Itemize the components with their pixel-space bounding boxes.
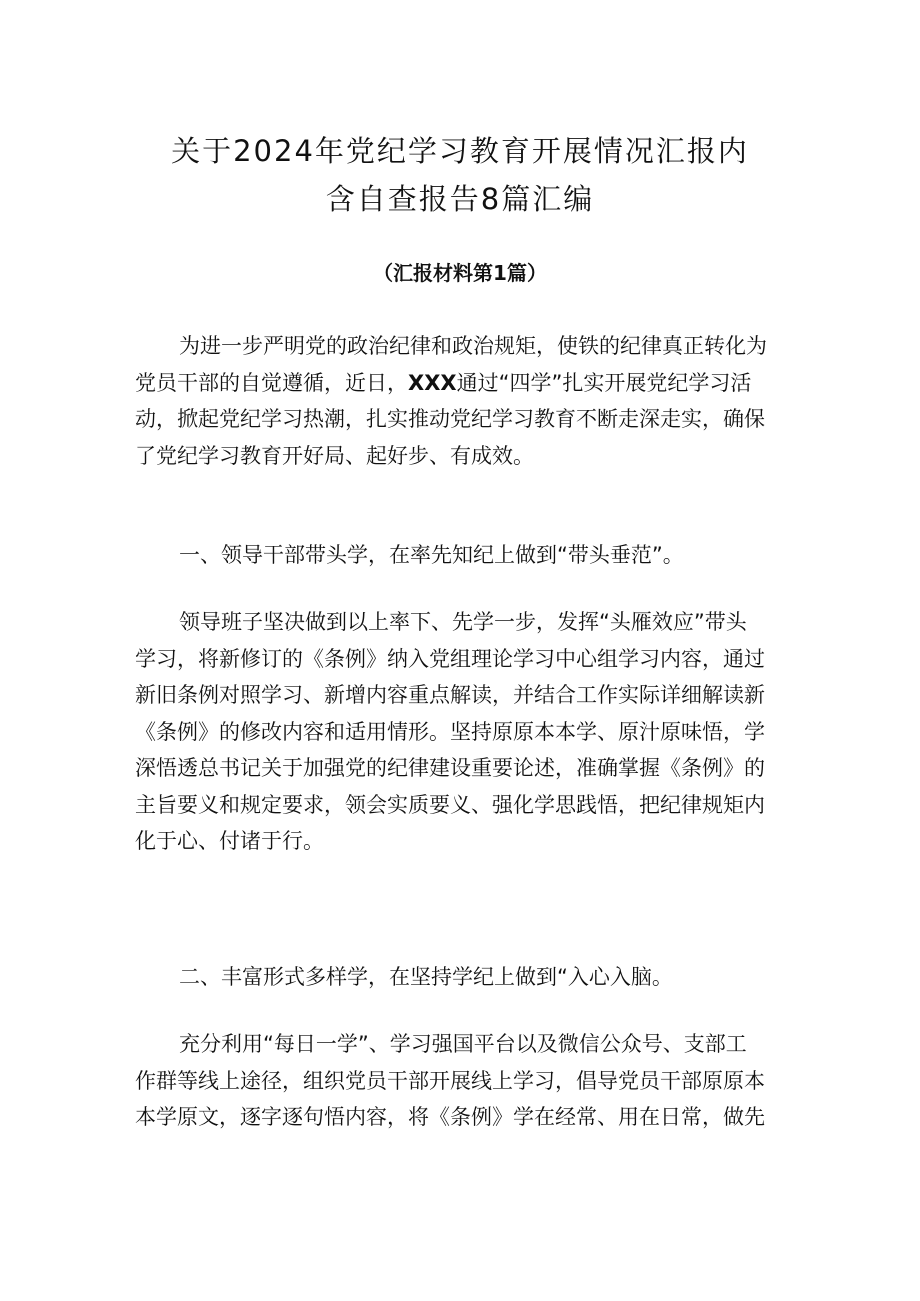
paragraph-section-1: [135, 604, 787, 860]
paragraph-line: 动，掀起党纪学习热潮，扎实推动党纪学习教育不断走深走实，确保: [135, 407, 765, 431]
paragraph-line: 本学原文，逐字逐句悟内容，将《条例》学在经常、用在日常，做先: [135, 1105, 765, 1129]
paragraph-line: 作群等线上途径，组织党员干部开展线上学习，倡导党员干部原原本: [135, 1068, 765, 1093]
paragraph-line: 了党纪学习教育开好局、起好步、有成效。: [135, 443, 534, 468]
paragraph-line: 《条例》的修改内容和适用情形。坚持原原本本学、原汁原味悟，学: [135, 719, 765, 744]
section-heading-1: 一、领导干部带头学，在率先知纪上做到“带头垂范”。: [179, 543, 684, 567]
paragraph-line: 领导班子坚决做到以上率下、先学一步，发挥“头雁效应”带头: [179, 610, 747, 634]
paragraph-line: 为进一步严明党的政治纪律和政治规矩，使铁的纪律真正转化为: [179, 334, 767, 358]
section-heading-2: 二、丰富形式多样学，在坚持学纪上做到“入心入脑。: [179, 965, 673, 989]
paragraph-line: [135, 365, 787, 402]
title-line-1: 关于2024年党纪学习教育开展情况汇报内: [171, 134, 749, 169]
paragraph-line: 新旧条例对照学习、新增内容重点解读，并结合工作实际详细解读新: [135, 683, 765, 707]
paragraph-section-2: [135, 1026, 787, 1136]
paragraph-line: 深悟透总书记关于加强党的纪律建设重要论述，准确掌握《条例》的: [135, 756, 765, 780]
paragraph-text: 通过“四学”扎实开展党纪学习活: [456, 370, 752, 395]
paragraph-line: 充分利用“每日一学”、学习强国平台以及微信公众号、支部工: [179, 1032, 747, 1056]
paragraph-line: 化于心、付诸于行。: [135, 829, 324, 853]
paragraph-text: 党员干部的自觉遵循，近日，: [135, 370, 408, 395]
title-line-2: 含自查报告8篇汇编: [325, 182, 595, 217]
org-name-placeholder: XXX: [408, 370, 457, 395]
paragraph-intro: [135, 328, 787, 474]
paragraph-line: 学习，将新修订的《条例》纳入党组理论学习中心组学习内容，通过: [135, 646, 765, 671]
document-subtitle: （汇报材料第1篇）: [373, 261, 547, 285]
document-title: [0, 127, 920, 223]
paragraph-line: 主旨要义和规定要求，领会实质要义、强化学思践悟，把纪律规矩内: [135, 792, 765, 817]
